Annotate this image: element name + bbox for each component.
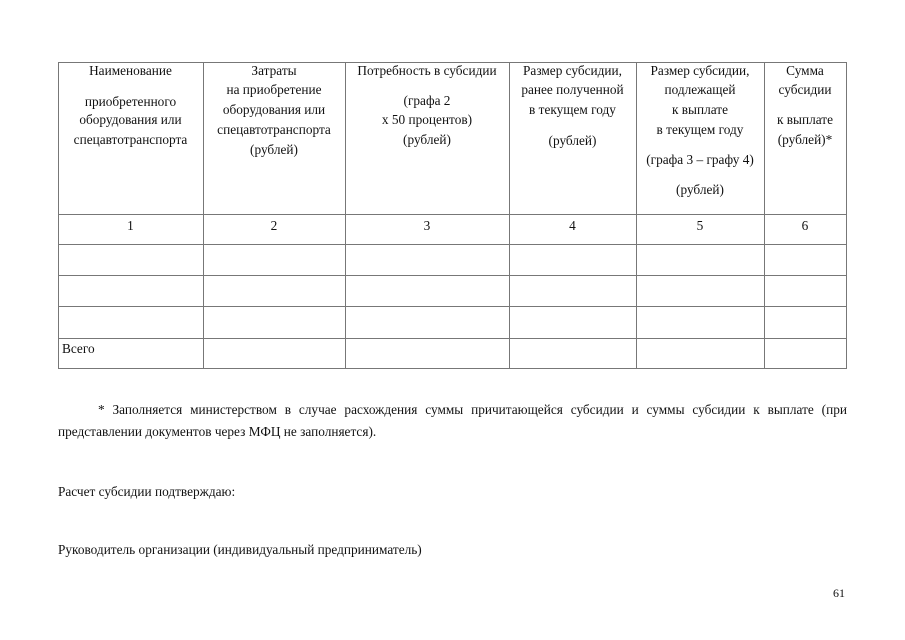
header-line: Потребность в субсидии — [357, 63, 497, 78]
row-divider — [58, 306, 847, 307]
header-subsidy-due — [636, 62, 764, 214]
footnote: * Заполняется министерством в случае расхождения суммы причитающейся субсидии и суммы субсидии к выплате (при представлении документов через МФЦ не заполняется). — [58, 402, 847, 439]
header-line: (графа 3 – графу 4) — [646, 152, 754, 167]
table-border — [846, 62, 847, 369]
header-subsidy-need — [345, 62, 509, 214]
header-line: х 50 процентов) — [381, 112, 473, 127]
header-line: (рублей) — [676, 182, 724, 197]
header-previous-subsidy — [509, 62, 636, 214]
header-costs — [203, 62, 345, 214]
signature-text: Руководитель организации (индивидуальный предприниматель) — [58, 542, 422, 557]
total-label: Всего — [62, 341, 95, 356]
confirm-text: Расчет субсидии подтверждаю: — [58, 484, 236, 499]
header-line: (рублей) — [250, 142, 298, 157]
column-number: 6 — [801, 218, 809, 233]
table-border — [58, 368, 847, 369]
header-line: к выплате — [776, 112, 834, 127]
header-line: спецавтотранспорта — [73, 132, 188, 147]
header-equipment-name — [58, 62, 203, 214]
header-line: на приобретение — [226, 82, 322, 97]
header-line: подлежащей — [664, 82, 736, 97]
column-number: 5 — [696, 218, 704, 233]
header-line: спецавтотранспорта — [217, 122, 331, 137]
subsidy-table — [58, 62, 847, 369]
header-line: в текущем году — [529, 102, 616, 117]
header-subsidy-amount — [764, 62, 846, 214]
header-line: Размер субсидии, — [650, 63, 750, 78]
column-number: 2 — [270, 218, 278, 233]
header-line: (графа 2 — [403, 93, 451, 108]
column-number: 4 — [569, 218, 576, 233]
header-line: в текущем году — [656, 122, 744, 137]
header-line: приобретенного — [84, 94, 177, 109]
header-line: оборудования или — [79, 112, 182, 127]
header-line: (рублей)* — [777, 132, 833, 147]
header-line: Размер субсидии, — [523, 63, 622, 78]
page-number: 61 — [833, 586, 845, 600]
row-divider — [58, 244, 847, 245]
header-line: (рублей) — [403, 132, 451, 147]
row-divider — [58, 275, 847, 276]
header-line: субсидии — [778, 82, 832, 97]
header-line: Затраты — [251, 63, 297, 78]
header-line: ранее полученной — [521, 82, 624, 97]
column-number: 1 — [127, 218, 134, 233]
column-number: 3 — [423, 218, 431, 233]
header-line: Наименование — [89, 63, 172, 78]
header-line: оборудования или — [222, 102, 326, 117]
header-line: (рублей) — [548, 133, 597, 148]
header-line: Сумма — [786, 63, 824, 78]
row-divider — [58, 338, 847, 339]
header-line: к выплате — [671, 102, 729, 117]
